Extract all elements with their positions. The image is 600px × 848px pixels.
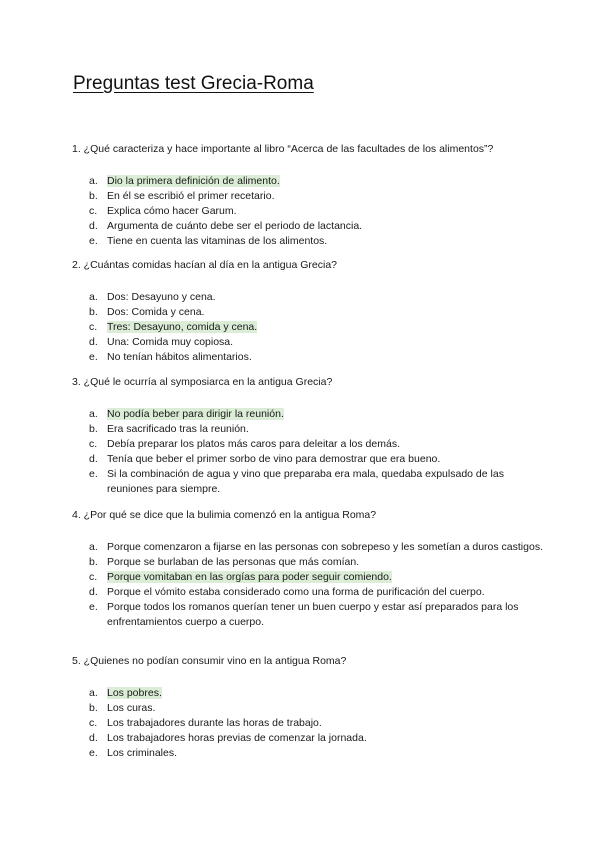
answer-option (72, 452, 552, 467)
option-text: Explica cómo hacer Garum. (107, 205, 237, 217)
option-text: Los trabajadores horas previas de comenzar la jornada. (107, 732, 367, 744)
option-marker: a. (89, 291, 98, 303)
option-text: Dos: Desayuno y cena. (107, 291, 216, 303)
answer-option (72, 174, 552, 189)
question-1 (72, 142, 552, 249)
option-text: Una: Comida muy copiosa. (107, 336, 234, 348)
option-text: Debía preparar los platos más caros para deleitar a los demás. (107, 438, 400, 450)
option-marker: c. (89, 321, 98, 333)
answer-option (72, 437, 552, 452)
option-text-correct: Dio la primera definición de alimento. (107, 175, 280, 187)
option-marker: d. (89, 453, 98, 465)
option-marker: b. (89, 702, 98, 714)
answer-option (72, 422, 552, 437)
question-4-text: 4. ¿Por qué se dice que la bulimia comenzó en la antigua Roma? (72, 509, 377, 521)
option-text: Porque todos los romanos querían tener un buen cuerpo y estar así preparados para los enfrentamientos cuerpo a cuerpo. (107, 601, 519, 628)
answer-option (72, 290, 552, 305)
option-marker: a. (89, 408, 98, 420)
answer-option (72, 234, 552, 249)
question-1-options (72, 174, 552, 249)
answer-option (72, 746, 552, 761)
answer-option (72, 540, 552, 555)
answer-option (72, 467, 552, 497)
option-text: Los trabajadores durante las horas de trabajo. (107, 717, 322, 729)
option-text: Era sacrificado tras la reunión. (107, 423, 249, 435)
option-text-correct: Tres: Desayuno, comida y cena. (107, 321, 258, 333)
question-4 (72, 508, 552, 630)
answer-option (72, 570, 552, 585)
option-text: Tiene en cuenta las vitaminas de los alimentos. (107, 235, 328, 247)
answer-option (72, 600, 552, 630)
answer-option (72, 219, 552, 234)
option-text: Los curas. (107, 702, 156, 714)
option-marker: a. (89, 175, 98, 187)
answer-option (72, 585, 552, 600)
question-3-text: 3. ¿Qué le ocurría al symposiarca en la antigua Grecia? (72, 376, 333, 388)
option-marker: a. (89, 541, 98, 553)
option-text: No tenían hábitos alimentarios. (107, 351, 252, 363)
option-marker: b. (89, 423, 98, 435)
question-1-text: 1. ¿Qué caracteriza y hace importante al libro “Acerca de las facultades de los alimentos”? (72, 143, 494, 155)
option-text-correct: Los pobres. (107, 687, 162, 699)
option-text: Dos: Comida y cena. (107, 306, 205, 318)
option-marker: c. (89, 205, 98, 217)
option-marker: b. (89, 306, 98, 318)
option-text: En él se escribió el primer recetario. (107, 190, 275, 202)
answer-option (72, 686, 552, 701)
answer-option (72, 189, 552, 204)
answer-option (72, 407, 552, 422)
answer-option (72, 731, 552, 746)
answer-option (72, 305, 552, 320)
option-marker: a. (89, 687, 98, 699)
option-text: Porque el vómito estaba considerado como una forma de purificación del cuerpo. (107, 586, 485, 598)
answer-option (72, 320, 552, 335)
option-marker: e. (89, 601, 98, 613)
option-text: Tenía que beber el primer sorbo de vino para demostrar que era bueno. (107, 453, 441, 465)
option-marker: e. (89, 235, 98, 247)
option-text-correct: No podía beber para dirigir la reunión. (107, 408, 284, 420)
question-2 (72, 258, 552, 365)
option-marker: b. (89, 190, 98, 202)
question-3 (72, 375, 552, 497)
option-marker: d. (89, 336, 98, 348)
question-5-text: 5. ¿Quienes no podían consumir vino en la antigua Roma? (72, 655, 347, 667)
option-text: Porque comenzaron a fijarse en las personas con sobrepeso y les sometían a duros castigos. (107, 541, 543, 553)
option-text: Si la combinación de agua y vino que preparaba era mala, quedaba expulsado de las reuniones para siempre. (107, 468, 504, 495)
option-text: Porque se burlaban de las personas que más comían. (107, 556, 360, 568)
option-text: Los criminales. (107, 747, 178, 759)
answer-option (72, 335, 552, 350)
answer-option (72, 701, 552, 716)
option-marker: b. (89, 556, 98, 568)
option-marker: e. (89, 351, 98, 363)
option-text: Argumenta de cuánto debe ser el periodo de lactancia. (107, 220, 363, 232)
option-marker: c. (89, 571, 98, 583)
answer-option (72, 350, 552, 365)
page-title: Preguntas test Grecia-Roma (73, 73, 314, 94)
option-marker: c. (89, 438, 98, 450)
option-marker: e. (89, 468, 98, 480)
option-marker: c. (89, 717, 98, 729)
option-marker: e. (89, 747, 98, 759)
option-text-correct: Porque vomitaban en las orgías para poder seguir comiendo. (107, 571, 392, 583)
question-4-options (72, 540, 552, 630)
option-marker: d. (89, 586, 98, 598)
question-3-options (72, 407, 552, 497)
answer-option (72, 555, 552, 570)
question-5-options (72, 686, 552, 761)
answer-option (72, 204, 552, 219)
question-2-text: 2. ¿Cuántas comidas hacían al día en la antigua Grecia? (72, 259, 337, 271)
question-5 (72, 654, 552, 761)
question-2-options (72, 290, 552, 365)
option-marker: d. (89, 220, 98, 232)
option-marker: d. (89, 732, 98, 744)
answer-option (72, 716, 552, 731)
